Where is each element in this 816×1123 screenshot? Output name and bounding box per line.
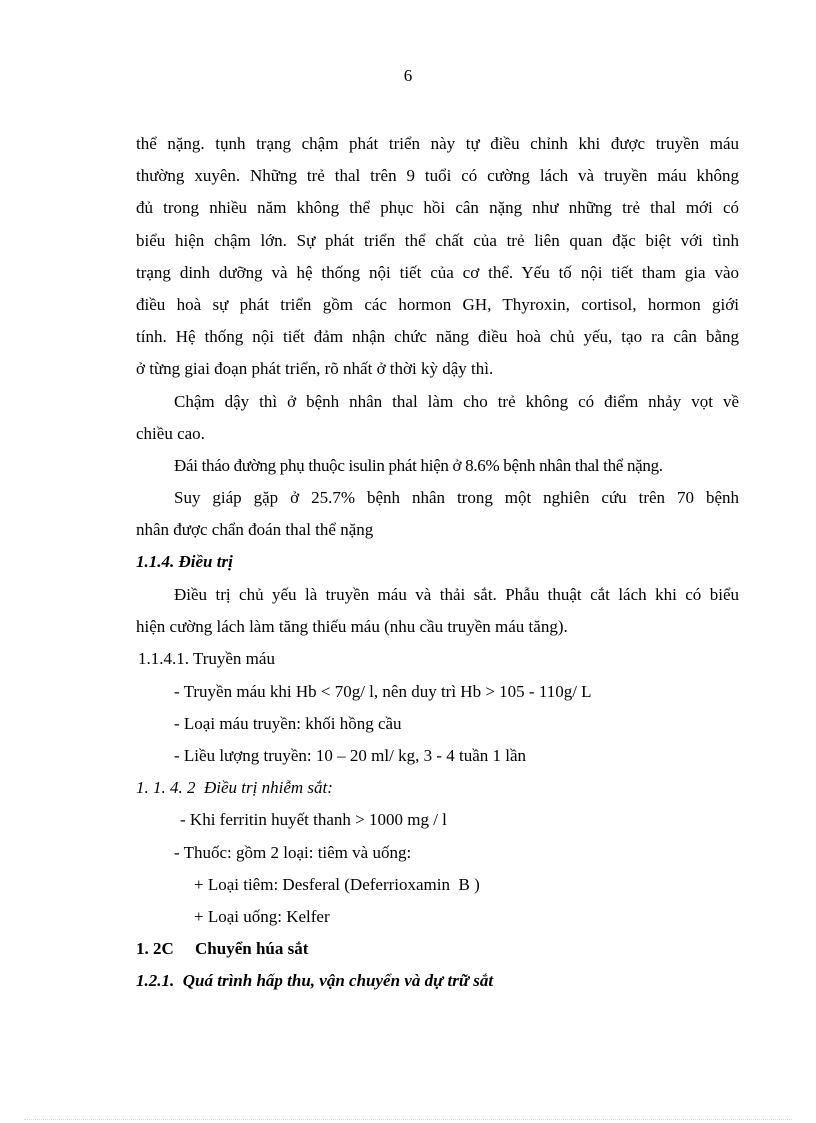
paragraph-line: Điều trị chủ yếu là truyền máu và thải sắt. Phẫu thuật cắt lách khi có biểu <box>174 585 739 604</box>
paragraph-line: Đái tháo đường phụ thuộc isulin phát hiện ở 8.6% bệnh nhân thal thể nặng. <box>174 456 663 475</box>
paragraph-line: Chậm dậy thì ở bệnh nhân thal làm cho trẻ không có điểm nhảy vọt về <box>174 392 739 411</box>
subsection-heading: 1. 1. 4. 2 Điều trị nhiễm sắt: <box>136 778 333 797</box>
list-item: - Truyền máu khi Hb < 70g/ l, nên duy trì Hb > 105 - 110g/ L <box>174 682 592 701</box>
page-number: 6 <box>403 66 413 85</box>
list-item: - Loại máu truyền: khối hồng cầu <box>174 714 402 733</box>
paragraph-line: chiều cao. <box>136 424 205 443</box>
subsection-heading: 1.1.4.1. Truyền máu <box>138 649 275 668</box>
list-item: - Liều lượng truyền: 10 – 20 ml/ kg, 3 - 4 tuần 1 lần <box>174 746 527 765</box>
paragraph-line: biểu hiện chậm lớn. Sự phát triển thể chất của trẻ liên quan đặc biệt với tình <box>136 231 739 250</box>
paragraph-line: điều hoà sự phát triển gồm các hormon GH, Thyroxin, cortisol, hormon giới <box>136 295 739 314</box>
paragraph-line: nhân được chẩn đoán thal thể nặng <box>136 520 374 539</box>
paragraph-line: tính. Hệ thống nội tiết đảm nhận chức năng điều hoà chủ yếu, tạo ra cân bằng <box>136 327 739 346</box>
paragraph-line: thường xuyên. Những trẻ thal trên 9 tuổi có cường lách và truyền máu không <box>136 166 739 185</box>
paragraph-line: trạng dinh dưỡng và hệ thống nội tiết của cơ thể. Yếu tố nội tiết tham gia vào <box>136 263 739 282</box>
paragraph-line: thể nặng. tụnh trạng chậm phát triển này tự điều chỉnh khi được truyền máu <box>136 134 739 153</box>
paragraph-line: hiện cường lách làm tăng thiếu máu (nhu cầu truyền máu tăng). <box>136 617 568 636</box>
section-heading: 1.1.4. Điều trị <box>136 552 233 571</box>
paragraph-line: ở từng giai đoạn phát triển, rõ nhất ở thời kỳ dậy thì. <box>136 359 494 378</box>
list-item: + Loại uống: Kelfer <box>194 907 330 926</box>
list-item: + Loại tiêm: Desferal (Deferrioxamin B ) <box>194 875 480 894</box>
section-heading: 1.2.1. Quá trình hấp thu, vận chuyển và dự trữ sắt <box>136 971 494 990</box>
list-item: - Khi ferritin huyết thanh > 1000 mg / l <box>180 810 447 829</box>
page-bottom-rule <box>24 1119 792 1120</box>
paragraph-line: Suy giáp gặp ở 25.7% bệnh nhân trong một nghiên cứu trên 70 bệnh <box>174 488 739 507</box>
paragraph-line: đủ trong nhiều năm không thể phục hồi cân nặng như những trẻ thal mới có <box>136 198 739 217</box>
section-heading: 1. 2C Chuyển húa sắt <box>136 939 309 958</box>
list-item: - Thuốc: gồm 2 loại: tiêm và uống: <box>174 843 412 862</box>
